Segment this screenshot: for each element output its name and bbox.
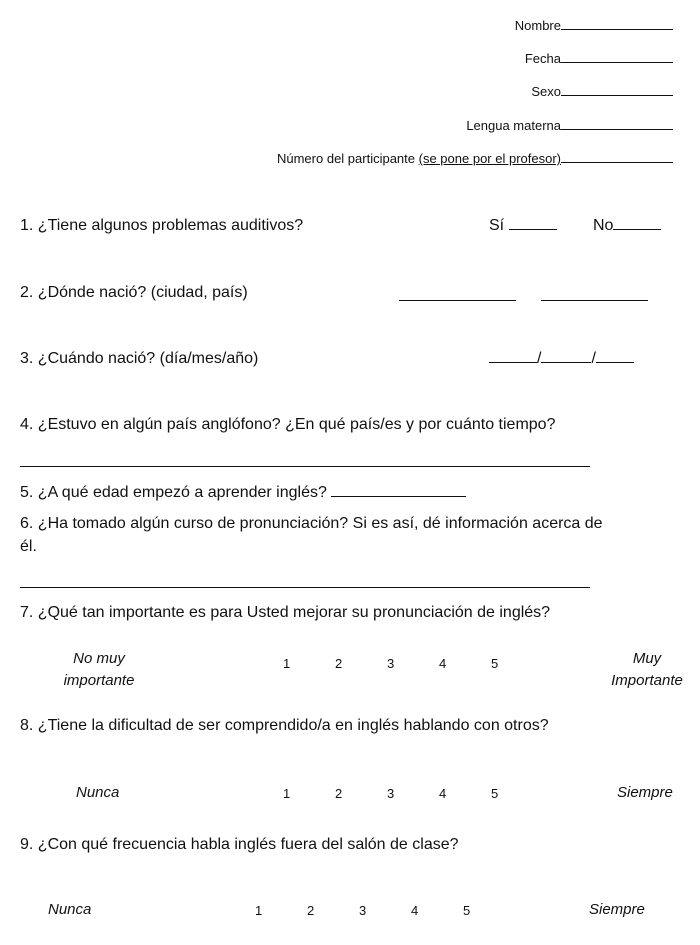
fecha-blank[interactable] — [561, 50, 673, 63]
question-3: 3. ¿Cuándo nació? (día/mes/año) — [20, 350, 259, 367]
q7-option-4[interactable]: 4 — [439, 656, 447, 671]
q3-sep-2: / — [591, 350, 596, 367]
q8-high-label: Siempre — [617, 784, 673, 801]
q4-answer-line[interactable] — [20, 466, 590, 467]
q8-option-5[interactable]: 5 — [491, 786, 499, 801]
q1-no-field[interactable] — [593, 217, 661, 235]
q7-high-label-line-1: Muy — [632, 650, 662, 667]
question-5 — [20, 484, 466, 502]
question-7: 7. ¿Qué tan importante es para Usted mejorar su pronunciación de inglés? — [20, 604, 551, 621]
question-1: 1. ¿Tiene algunos problemas auditivos? — [20, 217, 304, 234]
q7-low-label-line-2: importante — [63, 672, 135, 689]
lengua-materna-field[interactable] — [466, 117, 673, 133]
q7-low-label — [44, 648, 154, 692]
question-8: 8. ¿Tiene la dificultad de ser comprendido/a en inglés hablando con otros? — [20, 717, 549, 734]
participante-note: (se pone por el profesor) — [418, 151, 561, 166]
q7-option-2[interactable]: 2 — [335, 656, 343, 671]
q7-option-1[interactable]: 1 — [283, 656, 291, 671]
q9-high-label: Siempre — [589, 901, 645, 918]
q9-option-1[interactable]: 1 — [255, 903, 263, 918]
q1-si-blank[interactable] — [509, 229, 557, 230]
fecha-label: Fecha — [524, 51, 561, 66]
question-6-line-2: él. — [20, 538, 37, 555]
q9-option-2[interactable]: 2 — [307, 903, 315, 918]
sexo-field[interactable] — [531, 83, 673, 99]
question-2: 2. ¿Dónde nació? (ciudad, país) — [20, 284, 248, 301]
q7-option-5[interactable]: 5 — [491, 656, 499, 671]
sexo-label: Sexo — [531, 84, 561, 99]
lengua-materna-label: Lengua materna — [466, 118, 561, 133]
q9-option-3[interactable]: 3 — [359, 903, 367, 918]
q1-si-label: Sí — [489, 217, 505, 234]
q8-option-2[interactable]: 2 — [335, 786, 343, 801]
q3-month-blank[interactable] — [541, 362, 591, 363]
nombre-label: Nombre — [514, 18, 561, 33]
q2-country-blank[interactable] — [541, 286, 648, 301]
q6-answer-line[interactable] — [20, 587, 590, 588]
participante-field[interactable] — [277, 150, 673, 166]
question-9: 9. ¿Con qué frecuencia habla inglés fuera del salón de clase? — [20, 836, 459, 853]
q7-high-label-line-2: Importante — [611, 672, 683, 689]
q9-option-4[interactable]: 4 — [411, 903, 419, 918]
fecha-field[interactable] — [525, 50, 673, 66]
question-6-line-1: 6. ¿Ha tomado algún curso de pronunciación? Si es así, dé información acerca de — [20, 515, 603, 532]
question-5-text: 5. ¿A qué edad empezó a aprender inglés? — [20, 484, 327, 501]
nombre-field[interactable] — [515, 17, 673, 33]
q8-option-3[interactable]: 3 — [387, 786, 395, 801]
q3-sep-1: / — [537, 350, 542, 367]
q2-city-blank[interactable] — [399, 286, 516, 301]
q1-no-label: No — [593, 217, 614, 234]
lengua-materna-blank[interactable] — [561, 117, 673, 130]
participante-blank[interactable] — [561, 150, 673, 163]
q9-low-label: Nunca — [48, 901, 92, 918]
participante-label: Número del participante — [276, 151, 416, 166]
q1-si-field[interactable] — [489, 217, 557, 235]
q3-year-blank[interactable] — [596, 362, 634, 363]
q3-date-field[interactable] — [489, 350, 634, 368]
question-4: 4. ¿Estuvo en algún país anglófono? ¿En qué país/es y por cuánto tiempo? — [20, 416, 556, 433]
q3-day-blank[interactable] — [489, 362, 537, 363]
q9-option-5[interactable]: 5 — [463, 903, 471, 918]
q7-option-3[interactable]: 3 — [387, 656, 395, 671]
q5-answer-blank[interactable] — [331, 496, 466, 497]
nombre-blank[interactable] — [561, 17, 673, 30]
q7-low-label-line-1: No muy — [73, 650, 125, 667]
q1-no-blank[interactable] — [613, 229, 661, 230]
sexo-blank[interactable] — [561, 83, 673, 96]
q8-low-label: Nunca — [76, 784, 120, 801]
q8-option-4[interactable]: 4 — [439, 786, 447, 801]
q7-high-label — [598, 648, 696, 692]
q8-option-1[interactable]: 1 — [283, 786, 291, 801]
